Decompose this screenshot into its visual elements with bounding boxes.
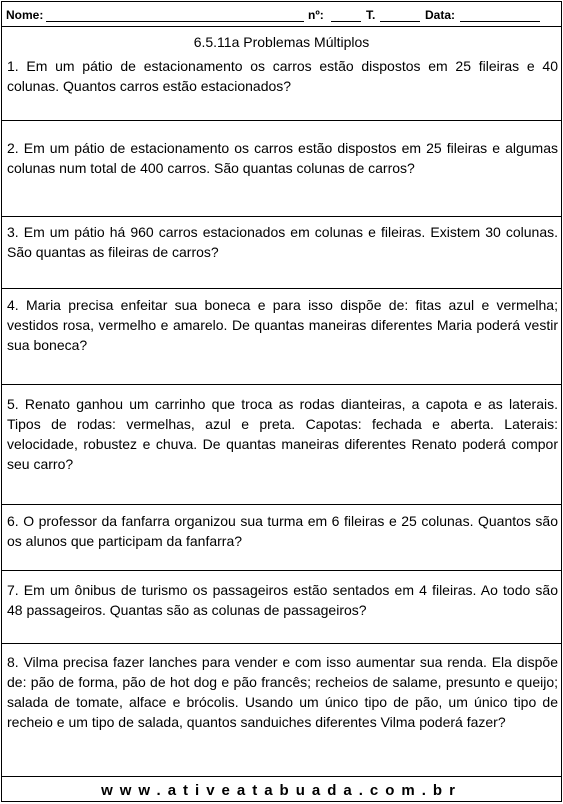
number-blank-line — [331, 21, 361, 22]
question-3: 3. Em um pátio há 960 carros estacionados em colunas e fileiras. Existem 30 colunas. São quantas as fileiras de carros? — [7, 224, 558, 260]
page-title: 6.5.11a Problemas Múltiplos — [193, 34, 370, 50]
question-7: 7. Em um ônibus de turismo os passageiros estão sentados em 4 fileiras. Ao todo são 48 passageiros. Quantas são as colunas de passageiros? — [7, 582, 558, 618]
question-8: 8. Vilma precisa fazer lanches para vender e com isso aumentar sua renda. Ela dispõe de: pão de forma, pão de hot dog e pão francês; recheios de salame, presunto e queijo; salada de tomate, alface e brócolis. Usando um único tipo de pão, um único tipo de recheio e um tipo de salada, quantos sanduiches diferentes Vilma poderá fazer? — [7, 654, 558, 730]
date-label: Data: — [425, 8, 456, 22]
answer-divider-8 — [2, 776, 561, 777]
class-label: T. — [366, 8, 376, 22]
name-blank-line — [46, 21, 304, 22]
worksheet-page — [1, 1, 562, 802]
footer-website: www.ativeatabuada.com.br — [101, 782, 462, 799]
question-5: 5. Renato ganhou um carrinho que troca as rodas dianteiras, a capota e as laterais. Tipos de rodas: vermelhas, azul e preta. Capotas: fechada e aberta. Laterais: velocidade, robustez e chuva. De quantas maneiras diferentes Renato poderá compor seu carro? — [7, 396, 558, 472]
class-blank-line — [380, 21, 420, 22]
question-2: 2. Em um pátio de estacionamento os carros estão dispostos em 25 fileiras e algumas colunas num total de 400 carros. São quantas colunas de carros? — [7, 140, 558, 176]
answer-divider-4 — [2, 384, 561, 385]
question-6: 6. O professor da fanfarra organizou sua turma em 6 fileiras e 25 colunas. Quantos são os alunos que participam da fanfarra? — [7, 513, 558, 549]
header-divider — [2, 26, 561, 27]
date-blank-line — [460, 21, 540, 22]
answer-divider-3 — [2, 288, 561, 289]
answer-divider-5 — [2, 504, 561, 505]
question-4: 4. Maria precisa enfeitar sua boneca e para isso dispõe de: fitas azul e vermelha; vestidos rosa, vermelho e amarelo. De quantas maneiras diferentes Maria poderá vestir sua boneca? — [7, 297, 558, 353]
answer-divider-6 — [2, 570, 561, 571]
answer-divider-2 — [2, 216, 561, 217]
number-label: nº: — [308, 8, 324, 22]
answer-divider-1 — [2, 120, 561, 121]
student-info-header — [6, 8, 558, 24]
answer-divider-7 — [2, 643, 561, 644]
question-1: 1. Em um pátio de estacionamento os carros estão dispostos em 25 fileiras e 40 colunas. Quantos carros estão estacionados? — [7, 58, 558, 94]
name-label: Nome: — [6, 8, 44, 22]
